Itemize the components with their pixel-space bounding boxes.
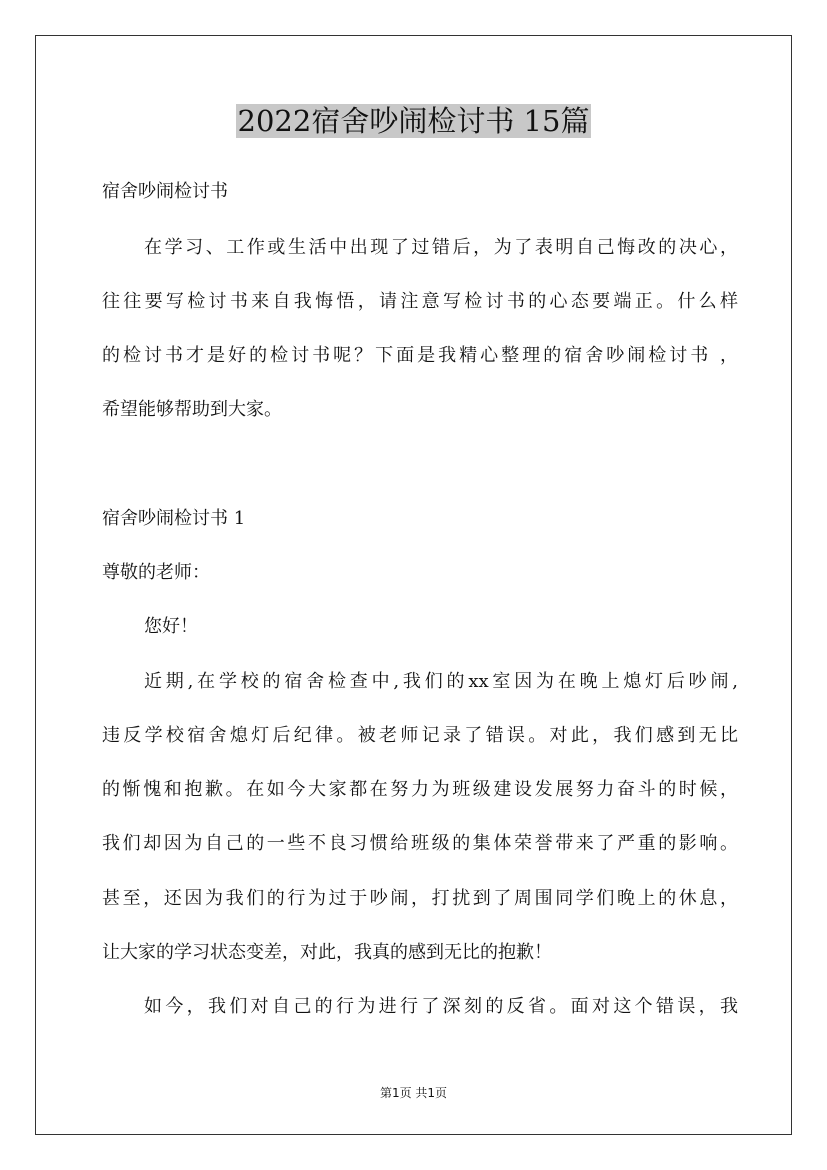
intro-line: 的检讨书才是好的检讨书呢？下面是我精心整理的宿舍吵闹检讨书 ，	[102, 345, 738, 366]
intro-line: 在学习、工作或生活中出现了过错后，为了表明自己悔改的决心，	[144, 237, 738, 258]
body-line: 让大家的学习状态变差，对此，我真的感到无比的抱歉！	[102, 942, 552, 963]
body-line: 甚至，还因为我们的行为过于吵闹，打扰到了周围同学们晚上的休息，	[102, 888, 738, 909]
body-line: 近期,在学校的宿舍检查中,我们的xx室因为在晚上熄灯后吵闹,	[144, 671, 738, 692]
intro-heading: 宿舍吵闹检讨书	[102, 181, 228, 202]
greeting: 您好！	[144, 616, 198, 637]
body-line: 违反学校宿舍熄灯后纪律。被老师记录了错误。对此，我们感到无比	[102, 725, 738, 746]
intro-line: 希望能够帮助到大家。	[102, 399, 282, 420]
section-heading: 宿舍吵闹检讨书 1	[102, 508, 246, 529]
body-line: 如今，我们对自己的行为进行了深刻的反省。面对这个错误，我	[144, 996, 738, 1017]
body-line: 我们却因为自己的一些不良习惯给班级的集体荣誉带来了严重的影响。	[102, 833, 738, 854]
salutation: 尊敬的老师：	[102, 562, 210, 583]
body-line: 的惭愧和抱歉。在如今大家都在努力为班级建设发展努力奋斗的时候，	[102, 779, 738, 800]
intro-line: 往往要写检讨书来自我悔悟，请注意写检讨书的心态要端正。什么样	[102, 291, 738, 312]
page-footer: 第1页 共1页	[379, 1086, 448, 1100]
document-title: 2022宿舍吵闹检讨书 15篇	[237, 104, 590, 138]
